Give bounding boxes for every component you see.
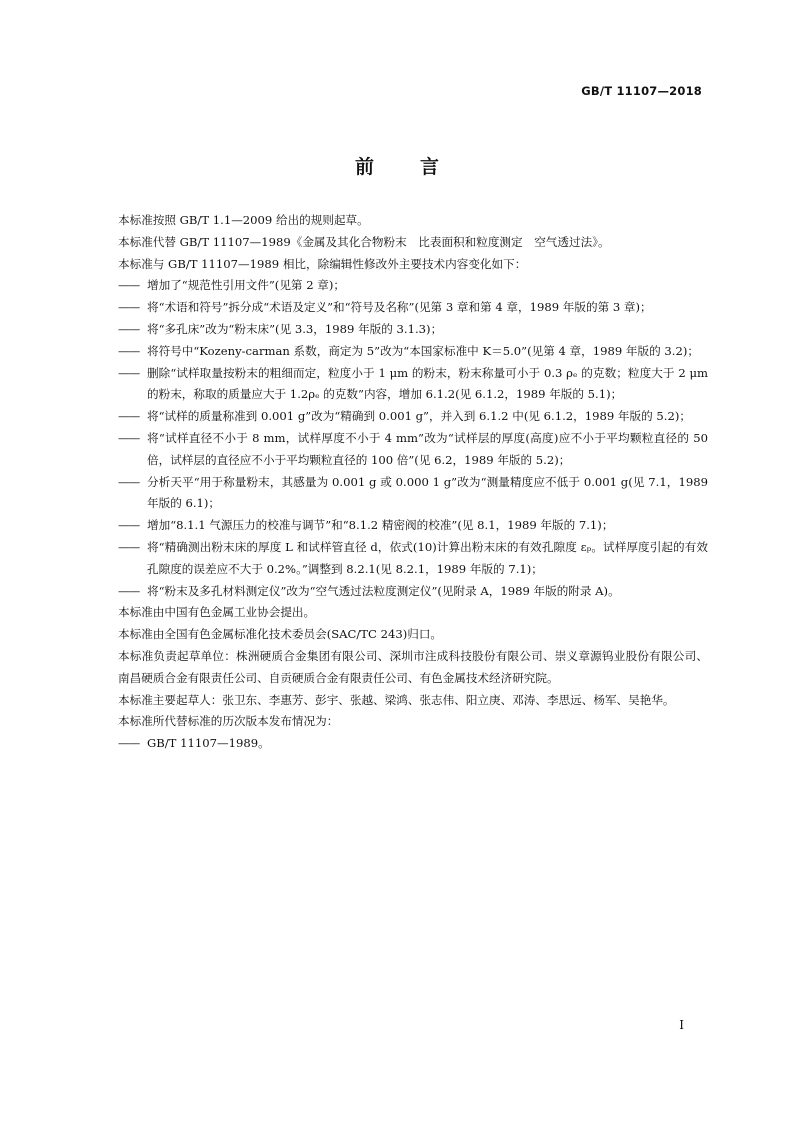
- dash-mark: ——: [118, 278, 140, 293]
- list-item-text: 将“多孔床”改为“粉末床”(见 3.3，1989 年版的 3.1.3)；: [147, 321, 443, 336]
- page-number: I: [679, 1018, 684, 1032]
- paragraph-proposed-by: 本标准由中国有色金属工业协会提出。: [118, 605, 316, 620]
- document-body: [118, 210, 708, 755]
- list-item-text: 增加了“规范性引用文件”(见第 2 章)；: [147, 278, 345, 293]
- list-item-text: 删除“试样取量按粉末的粗细而定，粒度小于 1 μm 的粉末，粉末称量可小于 0.3 ρₑ 的克数；粒度大于 2 μm 的粉末，称取的质量应大于 1.2ρₑ 的克数”内容，增加 6.1.2(见 6.1.2，1989 年版的 5.1)；: [147, 365, 708, 402]
- paragraph-history-intro: 本标准所代替标准的历次版本发布情况为：: [118, 714, 339, 729]
- list-item: [118, 275, 708, 297]
- history-item-text: GB/T 11107—1989。: [147, 736, 270, 751]
- list-item-text: 将“精确测出粉末床的厚度 L 和试样管直径 d，依式(10)计算出粉末床的有效孔隙度 εₚ。试样厚度引起的有效孔隙度的误差应不大于 0.2%。”调整到 8.2.1(见 8.2.1，1989 年版的 7.1)；: [147, 539, 708, 576]
- list-item: [118, 363, 708, 407]
- list-item-text: 增加“8.1.1 气源压力的校准与调节”和“8.1.2 精密阀的校准”(见 8.1，1989 年版的 7.1)；: [147, 518, 614, 533]
- list-item: [118, 581, 708, 603]
- title-part-2: 言: [420, 156, 440, 178]
- paragraph-drafting-rules: 本标准按照 GB/T 1.1—2009 给出的规则起草。: [118, 213, 369, 227]
- dash-mark: ——: [118, 321, 140, 336]
- paragraph-under-jurisdiction: 本标准由全国有色金属标准化技术委员会(SAC/TC 243)归口。: [118, 627, 443, 642]
- dash-mark: ——: [118, 583, 140, 598]
- list-item-text: 将“术语和符号”拆分成“术语及定义”和“符号及名称”(见第 3 章和第 4 章，1989 年版的第 3 章)；: [147, 300, 652, 315]
- list-item: [118, 319, 708, 341]
- list-item: [118, 341, 708, 363]
- paragraph-drafters: 本标准主要起草人：张卫东、李惠芳、彭宇、张越、梁鸿、张志伟、阳立庚、邓涛、李思远、杨军、吴艳华。: [118, 692, 675, 707]
- list-item-text: 分析天平“用于称量粉末，其感量为 0.001 g 或 0.000 1 g”改为“测量精度应不低于 0.001 g(见 7.1，1989 年版的 6.1)；: [147, 474, 708, 511]
- paragraph-changes-intro: 本标准与 GB/T 11107—1989 相比，除编辑性修改外主要技术内容变化如下：: [118, 256, 527, 271]
- dash-mark: ——: [118, 343, 140, 358]
- list-item: [118, 406, 708, 428]
- list-item-text: 将“试样的质量称准到 0.001 g”改为“精确到 0.001 g”，并入到 6.1.2 中(见 6.1.2，1989 年版的 5.2)；: [147, 409, 691, 424]
- dash-mark: ——: [118, 736, 140, 751]
- dash-mark: ——: [118, 409, 140, 424]
- list-item-text: 将“粉末及多孔材料测定仪”改为“空气透过法粒度测定仪”(见附录 A，1989 年版的附录 A)。: [147, 583, 620, 598]
- standard-number: GB/T 11107—2018: [581, 84, 702, 98]
- list-item-text: 将“试样直径不小于 8 mm，试样厚度不小于 4 mm”改为“试样层的厚度(高度)应不小于平均颗粒直径的 50 倍，试样层的直径应不小于平均颗粒直径的 100 倍”(见 6.2，1989 年版的 5.2)；: [147, 430, 708, 467]
- history-list-item: [118, 733, 708, 755]
- list-item: [118, 472, 708, 516]
- dash-mark: ——: [118, 430, 140, 445]
- dash-mark: ——: [118, 518, 140, 533]
- list-item: [118, 515, 708, 537]
- list-item: [118, 297, 708, 319]
- list-item-text: 将符号中“Kozeny-carman 系数，商定为 5”改为“本国家标准中 K＝5.0”(见第 4 章，1989 年版的 3.2)；: [147, 343, 699, 358]
- paragraph-replaces: 本标准代替 GB/T 11107—1989《金属及其化合物粉末 比表面积和粒度测定 空气透过法》。: [118, 234, 610, 249]
- dash-mark: ——: [118, 300, 140, 315]
- dash-mark: ——: [118, 539, 140, 554]
- paragraph-drafting-units: 本标准负责起草单位：株洲硬质合金集团有限公司、深圳市注成科技股份有限公司、崇义章源钨业股份有限公司、南昌硬质合金有限责任公司、自贡硬质合金有限责任公司、有色金属技术经济研究院。: [118, 648, 708, 685]
- dash-mark: ——: [118, 365, 140, 380]
- page-title: [0, 152, 794, 179]
- title-part-1: 前: [354, 156, 374, 178]
- list-item: [118, 428, 708, 472]
- dash-mark: ——: [118, 474, 140, 489]
- list-item: [118, 537, 708, 581]
